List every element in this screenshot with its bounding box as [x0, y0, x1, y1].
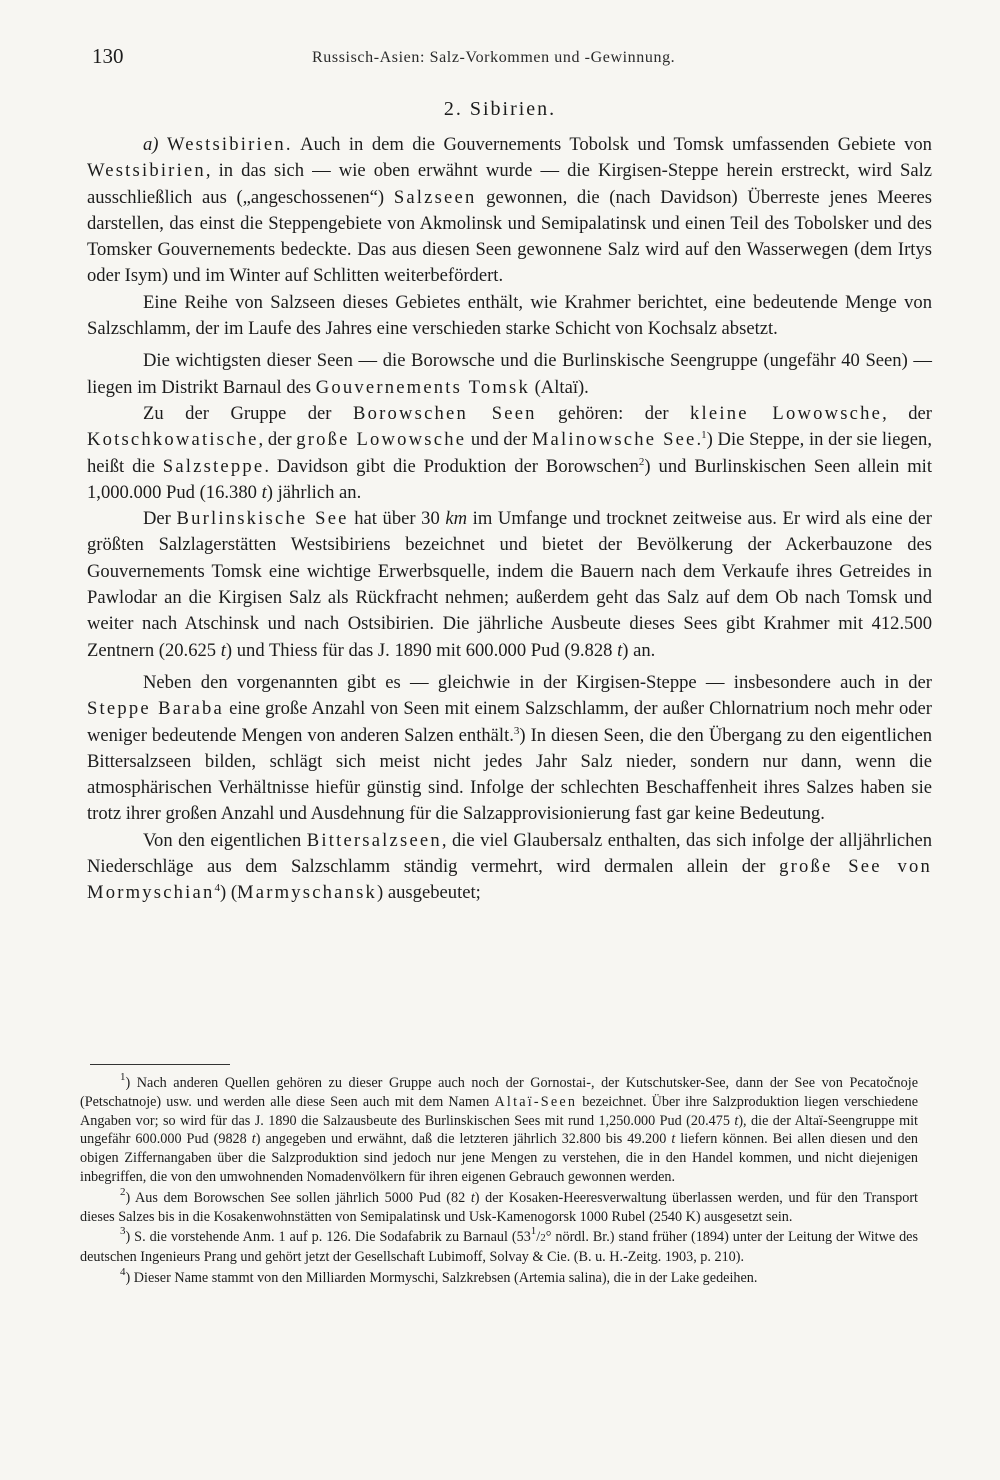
footnote-3: $^3$) S. die vorstehende Anm. 1 auf p. 126. Die Sodafabrik zu Barnaul ($53^1/2^\circ$ nördl. Br.) stand früher (1894) unter der Leitung der Witwe des deutschen Ingenieurs Prang und gehört jetzt der Gesellschaft Lubimoff, Solvay & Cie. (B. u. H.-Zeitg. 1903, p. 210).	[80, 1225, 919, 1266]
footnote-4: $^4$) Dieser Name stammt von den Milliarden Mormyschi, Salzkrebsen (Artemia salina), die in der Lake gedeihen.	[120, 1265, 758, 1286]
page-header	[92, 44, 930, 74]
footnote-2: $^2$) Aus dem Borowschen See sollen jährlich 5000 Pud (82 t) der Kosaken-Heeresverwaltung überlassen werden, und für den Transport dieses Salzes bis in die Kosakenwohnstätten von Semipalatinsk und Usk-Kamenogorsk 1000 Rubel (2540 K) ausgesetzt sein.	[80, 1185, 918, 1225]
footnote-1: $^1$) Nach anderen Quellen gehören zu dieser Gruppe auch noch der Gornostai-, der Kutschutsker-See, dann der See von Pecatočnoje (Petschatnoje) usw. und werden alle diese Seen auch mit dem Namen Altaï-Seen bezeichnet. Über ihre Salzproduktion liegen verschiedene Angaben vor; so wird für das J. 1890 die Salzausbeute des Burlinskischen Sees mit rund 1,250.000 Pud (20.475 t), die der Altaï-Seengruppe mit ungefähr 600.000 Pud (9828 t) angegeben und erwähnt, daß die letzteren jährlich 32.800 bis 49.200 t liefern können. Bei allen diesen und den obigen Ziffernangaben über die Salzproduktion sind jedoch nur jene Mengen zu verstehen, die in den Handel kommen, und nicht diejenigen inbegriffen, die von den umwohnenden Nomadenvölkern für ihren eigenen Gebrauch gewonnen werden.	[80, 1071, 918, 1185]
footnote-ref-1: 1	[701, 429, 707, 442]
footnote-ref-4: 4	[214, 882, 220, 895]
footnote-divider	[90, 1064, 230, 1065]
footnote-ref-2: 2	[638, 455, 645, 468]
section-heading: 2. Sibirien.	[443, 98, 557, 120]
paragraph-borowsche-seen: Zu der Gruppe der Borowschen Seen gehören: der kleine Lowowsche, der Kotschkowatische, der große Lowowsche und der Malinowsche See.$^1$) Die Steppe, in der sie liegen, heißt die Salzsteppe. Davidson gibt die Produktion der Borowschen$^2$) und Burlinskischen Seen allein mit 1,000.000 Pud (16.380 t) jährlich an.	[87, 402, 932, 503]
paragraph-westsibirien: a) Westsibirien. Auch in dem die Gouvernements Tobolsk und Tomsk umfassenden Gebiete von Westsibirien, in das sich — wie oben erwähnt wurde — die Kirgisen-Steppe herein erstreckt, wird Salz ausschließlich aus („angeschossenen“) Salzseen gewonnen, die (nach Davidson) Überreste jenes Meeres darstellen, das einst die Steppengebiete von Akmolinsk und Semipalatinsk und einen Teil des Tobolsker und des Tomsker Gouvernements bedeckte. Das aus diesen Seen gewonnene Salz wird auf den Wasserwegen (dem Irtys oder Isym) und im Winter auf Schlitten weiterbefördert.	[87, 134, 932, 287]
footnotes	[80, 1071, 919, 1290]
paragraph-bittersalzseen: Von den eigentlichen Bittersalzseen, die viel Glaubersalz enthalten, das sich infolge der alljährlichen Niederschläge aus dem Salzschlamm ständig vermehrt, wird dermalen allein der große See von Mormyschian$^4$) (Marmyschansk) ausgebeutet;	[87, 829, 932, 904]
paragraph-seengruppen: Die wichtigsten dieser Seen — die Borowsche und die Burlinskische Seengruppe (ungefähr 40 Seen) — liegen im Distrikt Barnaul des Gouvernements Tomsk (Altaï).	[87, 350, 932, 398]
paragraph-salzschlamm: Eine Reihe von Salzseen dieses Gebietes enthält, wie Krahmer berichtet, eine bedeutende Menge von Salzschlamm, der im Laufe des Jahres eine verschieden starke Schicht von Kochsalz absetzt.	[87, 291, 932, 340]
paragraph-steppe-baraba: Neben den vorgenannten gibt es — gleichwie in der Kirgisen-Steppe — insbesondere auch in der Steppe Baraba eine große Anzahl von Seen mit einem Salzschlamm, der außer Chlornatrium noch mehr oder weniger bedeutende Mengen von anderen Salzen enthält.$^3$) In diesen Seen, die den Übergang zu den eigentlichen Bittersalzseen bilden, schlägt sich meist nicht jedes Jahr Salz nieder, sondern nur dann, wenn die atmosphärischen Verhältnisse hiefür günstig sind. Infolge der schlechten Beschaffenheit ihres Salzes haben sie trotz ihrer großen Anzahl und Ausdehnung für die Salzapprovisionierung fast gar keine Bedeutung.	[87, 671, 933, 825]
body-text	[87, 132, 932, 907]
page-number: 130	[92, 44, 124, 68]
running-head: Russisch-Asien: Salz-Vorkommen und -Gewinnung.	[312, 49, 676, 66]
footnote-ref-3: 3	[513, 724, 520, 737]
paragraph-burlinskische-see: Der Burlinskische See hat über 30 km im Umfange und trocknet zeitweise aus. Er wird als eine der größten Salzlagerstätten Westsibiriens bezeichnet und bietet der Bevölkerung der Ackerbauzone des Gouvernements Tomsk eine wichtige Erwerbsquelle, indem die Bauern nach dem Verkaufe ihres Getreides in Pawlodar an die Kirgisen Salz als Rückfracht nehmen; außerdem geht das Salz auf dem Ob nach Tomsk und weiter nach Atschinsk und nach Ostsibirien. Die jährliche Ausbeute dieses Sees gibt Krahmer mit 412.500 Zentnern (20.625 t) und Thiess für das J. 1890 mit 600.000 Pud (9.828 t) an.	[87, 508, 932, 661]
